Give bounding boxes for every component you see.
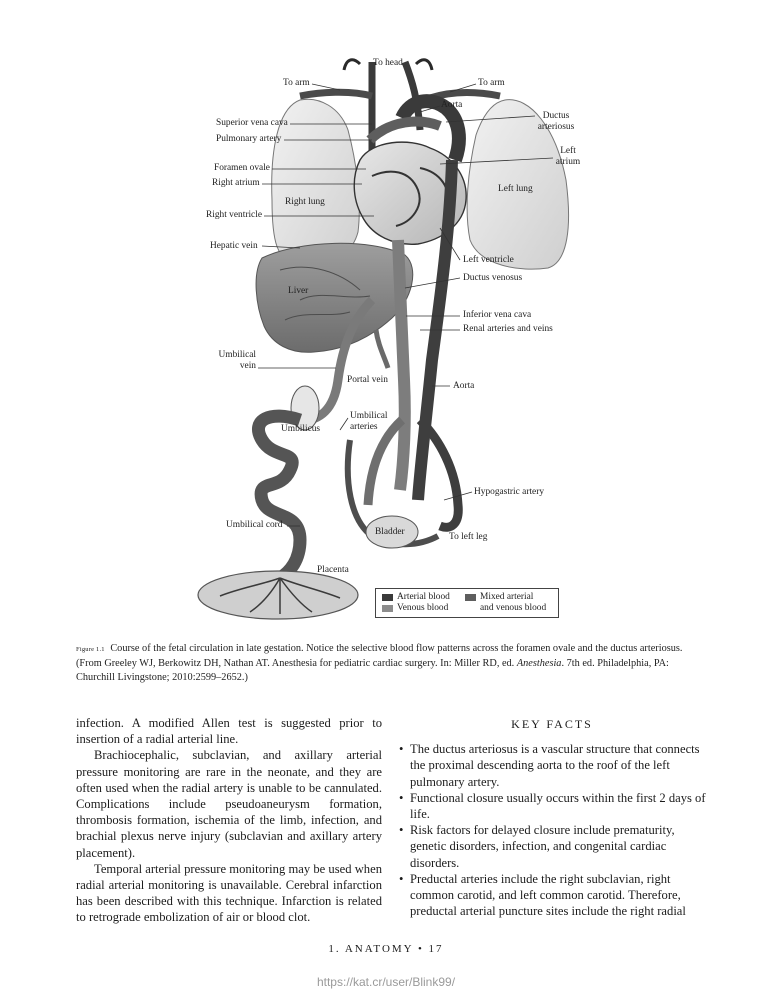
label-inferior-vena-cava: Inferior vena cava [463,310,532,320]
arterial-swatch [382,594,393,601]
inferior-vena-cava [398,240,405,490]
key-fact-item: • Functional closure usually occurs within the first 2 days of life. [396,790,708,822]
label-umbilical-arteries: Umbilical arteries [350,411,388,432]
label-foramen-ovale: Foramen ovale [214,163,270,173]
caption-text-2: . 7th ed. Philadelphia, PA: Churchill Livingstone; 2010:2599–2652.) [76,658,669,683]
label-right-atrium: Right atrium [212,178,260,188]
label-portal-vein: Portal vein [347,375,388,385]
liver [256,243,413,352]
left-column [76,715,382,926]
label-right-ventricle: Right ventricle [206,210,262,220]
label-hepatic-vein: Hepatic vein [210,241,258,251]
caption-book-title: Anesthesia [516,658,562,669]
legend-arterial: Arterial blood [397,592,450,602]
label-liver: Liver [288,286,309,296]
label-umbilicus: Umbilicus [281,424,321,434]
label-aorta-top: Aorta [441,100,463,110]
key-fact-item: • The ductus arteriosus is a vascular structure that connects the proximal descending aorta to the roof of the left pulmonary artery. [396,741,708,790]
label-umbilical-cord: Umbilical cord [226,520,283,530]
label-umbilical-vein: Umbilical vein [218,350,256,371]
paragraph-2: Brachiocephalic, subclavian, and axillary arterial pressure monitoring are rare in the neonate, and they are often used when the radial artery is unable to be cannulated. Complications include pseudoaneurysm formation, thrombosis formation, ischemia of the limb, infection, and brachial plexus nerve injury (subclavian and axillary artery placement). [76,748,382,860]
label-right-lung: Right lung [285,197,325,207]
label-bladder: Bladder [375,527,405,537]
legend-mixed-1: Mixed arterial [480,592,534,602]
key-fact-item: • Preductal arteries include the right subclavian, right common carotid, and left common carotid. Therefore, preductal arterial puncture sites include the right radial [396,871,708,920]
label-aorta-lower: Aorta [453,381,475,391]
label-pulmonary-artery: Pulmonary artery [216,134,282,144]
paragraph-3: Temporal arterial pressure monitoring may be used when radial arterial monitoring is unavailable. Cerebral infarction has been described with this technique. Infarction is related to retrograde embolization of air or blood clot. [76,861,382,925]
key-facts-list [396,741,708,919]
figure-number: Figure 1.1 [76,646,105,653]
label-to-head: To head [373,58,403,68]
page-footer: 1. ANATOMY • 17 [328,943,444,955]
label-left-lung: Left lung [498,184,533,194]
mixed-swatch [465,594,476,601]
legend-mixed-2: and venous blood [480,603,547,613]
label-left-atrium: Left atrium [555,146,581,167]
venous-swatch [382,605,393,612]
label-renal-arteries-veins: Renal arteries and veins [463,324,553,334]
watermark-url: https://kat.cr/user/Blink99/ [316,975,456,989]
umbilical-cord [258,416,300,578]
label-to-arm-right: To arm [478,78,505,88]
figure-caption [76,642,696,685]
key-fact-item: • Risk factors for delayed closure include prematurity, genetic disorders, infection, and congenital cardiac disorders. [396,822,708,871]
label-to-left-leg: To left leg [449,532,488,542]
legend-venous: Venous blood [397,603,449,613]
label-placenta: Placenta [317,565,349,575]
label-to-arm-left: To arm [283,78,310,88]
key-facts-box [396,715,708,919]
label-ductus-arteriosus: Ductus arteriosus [537,111,575,132]
label-hypogastric-artery: Hypogastric artery [474,487,545,497]
caption-text-1: Course of the fetal circulation in late gestation. Notice the selective blood flow patterns across the foramen ovale and the ductus arteriosus. (From Greeley WJ, Berkowitz DH, Nathan AT. Anesthesia for pediatric cardiac surgery. In: Miller RD, ed. [76,643,683,669]
label-ductus-venosus: Ductus venosus [463,273,523,283]
label-superior-vena-cava: Superior vena cava [216,118,288,128]
key-facts-title: KEY FACTS [511,717,593,731]
paragraph-1: infection. A modified Allen test is suggested prior to insertion of a radial arterial line. [76,716,382,747]
label-left-ventricle: Left ventricle [463,255,514,265]
blood-legend [375,588,559,618]
